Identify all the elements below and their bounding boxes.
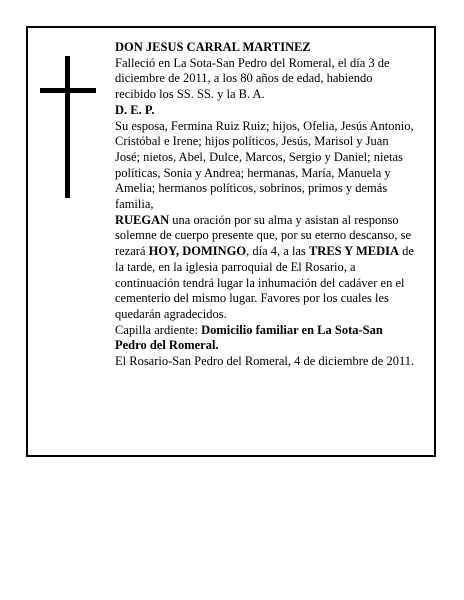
- cross-icon: [40, 56, 96, 198]
- request-text: una oración por su alma y asistan al responso solemne de cuerpo presente que, por su eterno descanso, se rezará: [115, 212, 412, 259]
- request-bold: RUEGAN: [115, 212, 170, 227]
- time-text: de la tarde, en la iglesia parroquial de El Rosario, a continuación tendrá lugar la inhumación del cadáver en el cementerio del mismo lugar. Favores por los cuales les quedarán agradecidos.: [115, 244, 414, 321]
- place-date: El Rosario-San Pedro del Romeral, 4 de diciembre de 2011.: [115, 354, 415, 369]
- day-bold: HOY, DOMINGO: [148, 244, 247, 259]
- death-statement: Falleció en La Sota-San Pedro del Romeral, el día 3 de diciembre de 2011, a los 80 años de edad, habiendo recibido los SS. SS. y la B. A.: [115, 55, 390, 102]
- obituary-text: [115, 40, 415, 370]
- rip-line: D. E. P.: [115, 102, 155, 117]
- chapel-paragraph: [115, 323, 415, 354]
- chapel-label: Capilla ardiente:: [115, 322, 202, 337]
- family-list: Su esposa, Fermina Ruiz Ruiz; hijos, Ofelia, Jesús Antonio, Cristóbal e Irene; hijos políticos, Jesús, Marisol y Juan José; nietos, Abel, Dulce, Marcos, Sergio y Daniel; nietas políticas, Sonia y Andrea; hermanas, María, Manuela y Amelia; hermanos políticos, sobrinos, primos y demás familia,: [115, 118, 414, 212]
- chapel-location: Domicilio familiar en La Sota-San Pedro del Romeral.: [115, 322, 383, 353]
- time-bold: TRES Y MEDIA: [308, 244, 400, 259]
- deceased-name: DON JESUS CARRAL MARTINEZ: [115, 40, 311, 54]
- service-paragraph: [115, 213, 415, 323]
- day-text: , día 4, a las: [246, 244, 309, 259]
- obituary-frame: [26, 26, 436, 457]
